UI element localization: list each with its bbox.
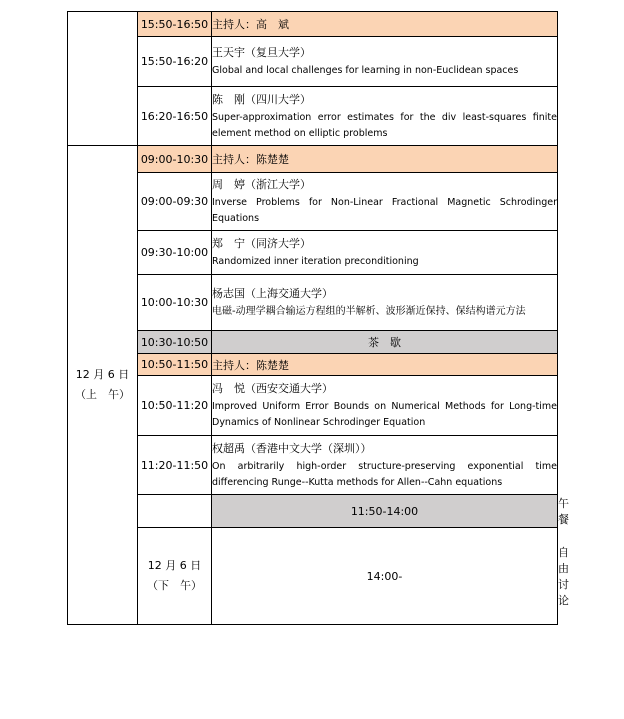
schedule-table xyxy=(67,11,580,625)
talk-title: 电磁-动理学耦合输运方程组的半解析、波形渐近保持、保结构谱元方法 xyxy=(212,306,526,317)
day-cell-empty xyxy=(68,12,138,146)
talk-speaker: 周 婷（浙江大学） xyxy=(212,178,311,191)
day-date: 12 月 6 日 xyxy=(75,368,130,381)
schedule-row xyxy=(68,331,558,354)
talk-time: 10:50-11:20 xyxy=(138,376,212,436)
day-date: 12 月 6 日 xyxy=(147,559,202,572)
talk-time: 09:30-10:00 xyxy=(138,231,212,275)
talk-cell xyxy=(212,376,558,436)
talk-speaker: 权超禹（香港中文大学（深圳）） xyxy=(212,441,372,455)
talk-cell xyxy=(212,231,558,275)
talk-speaker: 陈 刚（四川大学） xyxy=(212,92,311,106)
day-period: （下 午） xyxy=(147,579,202,592)
talk-speaker: 王天宇（复旦大学） xyxy=(212,46,311,59)
talk-time: 15:50-16:20 xyxy=(138,37,212,87)
schedule-row xyxy=(68,275,558,331)
talk-time: 10:00-10:30 xyxy=(138,275,212,331)
talk-speaker: 冯 悦（西安交通大学） xyxy=(212,382,333,395)
talk-cell xyxy=(212,37,558,87)
day-cell-empty xyxy=(138,495,212,528)
schedule-row xyxy=(68,436,558,495)
session-host: 主持人：陈楚楚 xyxy=(212,354,558,376)
day-cell-morning xyxy=(68,146,138,625)
session-host: 主持人：陈楚楚 xyxy=(212,146,558,173)
session-time: 15:50-16:50 xyxy=(138,12,212,37)
schedule-row xyxy=(68,231,558,275)
talk-title: On arbitrarily high-order structure-preserving exponential time differencing Runge--Kutta methods for Allen--Cahn equations xyxy=(212,460,557,488)
day-period: （上 午） xyxy=(75,388,130,401)
talk-cell xyxy=(212,436,558,495)
schedule-row xyxy=(68,173,558,231)
schedule-row xyxy=(68,354,558,376)
schedule-row: 11:50-14:00 午 餐 xyxy=(68,495,558,528)
schedule-row xyxy=(68,376,558,436)
schedule-row xyxy=(68,12,558,37)
talk-cell xyxy=(212,173,558,231)
day-cell-afternoon xyxy=(138,528,212,625)
talk-title: Improved Uniform Error Bounds on Numerical Methods for Long-time Dynamics of Nonlinear Schrodinger Equation xyxy=(212,401,557,428)
talk-title: Global and local challenges for learning in non-Euclidean spaces xyxy=(212,65,519,76)
talk-time: 09:00-09:30 xyxy=(138,173,212,231)
session-host: 主持人：高 斌 xyxy=(212,12,558,37)
schedule-row xyxy=(68,146,558,173)
talk-title: Randomized inner iteration preconditioning xyxy=(212,256,419,267)
talk-title: Super-approximation error estimates for the div least-squares finite element method on elliptic problems xyxy=(212,111,557,139)
break-time: 11:50-14:00 xyxy=(212,495,558,528)
talk-time: 16:20-16:50 xyxy=(138,87,212,146)
schedule-row xyxy=(68,87,558,146)
free-time: 14:00- xyxy=(212,528,558,625)
talk-speaker: 郑 宁（同济大学） xyxy=(212,237,311,250)
talk-speaker: 杨志国（上海交通大学） xyxy=(212,287,333,300)
break-time: 10:30-10:50 xyxy=(138,331,212,354)
break-label: 茶 歇 xyxy=(212,331,558,354)
session-time: 10:50-11:50 xyxy=(138,354,212,376)
session-time: 09:00-10:30 xyxy=(138,146,212,173)
talk-title: Inverse Problems for Non-Linear Fractional Magnetic Schrodinger Equations xyxy=(212,197,557,224)
talk-time: 11:20-11:50 xyxy=(138,436,212,495)
schedule-row xyxy=(68,37,558,87)
talk-cell xyxy=(212,87,558,146)
talk-cell xyxy=(212,275,558,331)
schedule-row: 12 月 6 日 （下 午） 14:00- 自由讨论 xyxy=(68,528,558,625)
